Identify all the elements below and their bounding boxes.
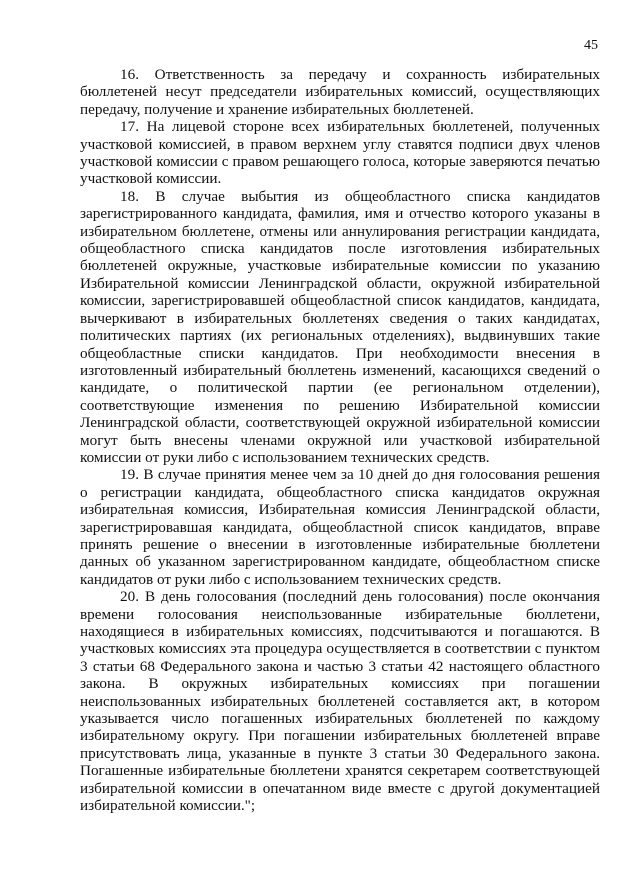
paragraph-20: 20. В день голосования (последний день голосования) после окончания времени голосования неиспользованные избирательные бюллетени, находящиеся в избирательных комиссиях, подсчитываются и погашаются. В участковых комиссиях эта процедура осуществляется в соответствии с пунктом 3 статьи 68 Федерального закона и частью 3 статьи 42 настоящего областного закона. В окружных избирательных комиссиях при погашении неиспользованных избирательных бюллетеней составляется акт, в котором указывается число погашенных избирательных бюллетеней по каждому избирательному округу. При погашении избирательных бюллетеней вправе присутствовать лица, указанные в пункте 3 статьи 30 Федерального закона. Погашенные избирательные бюллетени хранятся секретарем соответствующей избирательной комиссии в опечатанном виде вместе с другой документацией избирательной комиссии."; [80,588,600,815]
paragraph-18: 18. В случае выбытия из общеобластного списка кандидатов зарегистрированного кандидата, фамилия, имя и отчество которого указаны в избирательном бюллетене, отмены или аннулирования регистрации кандидата, общеобластного списка кандидатов после изготовления избирательных бюллетеней окружные, участковые избирательные комиссии по указанию Избирательной комиссии Ленинградской области, окружной избирательной комиссии, зарегистрировавшей общеобластной список кандидатов, кандидата, вычеркивают в избирательных бюллетенях сведения о таких кандидатах, политических партиях (их региональных отделениях), выдвинувших такие общеобластные списки кандидатов. При необходимости внесения в изготовленный избирательный бюллетень изменений, касающихся сведений о кандидате, о политической партии (ее региональном отделении), соответствующие изменения по решению Избирательной комиссии Ленинградской области, соответствующей окружной избирательной комиссии могут быть внесены членами окружной или участковой избирательной комиссии от руки либо с использованием технических средств. [80,187,600,466]
paragraph-19: 19. В случае принятия менее чем за 10 дней до дня голосования решения о регистрации кандидата, общеобластного списка кандидатов окружная избирательная комиссия, Избирательная комиссия Ленинградской области, зарегистрировавшая кандидата, общеобластной список кандидатов, вправе принять решение о внесении в изготовленные избирательные бюллетени данных об указанном зарегистрированном кандидате, общеобластном списке кандидатов от руки либо с использованием технических средств. [80,466,600,588]
paragraph-16: 16. Ответственность за передачу и сохранность избирательных бюллетеней несут председатели избирательных комиссий, осуществляющих передачу, получение и хранение избирательных бюллетеней. [80,66,600,118]
paragraph-17: 17. На лицевой стороне всех избирательных бюллетеней, полученных участковой комиссией, в правом верхнем углу ставятся подписи двух членов участковой комиссии с правом решающего голоса, которые заверяются печатью участковой комиссии. [80,118,600,188]
page-number: 45 [584,38,598,53]
document-body [80,66,600,814]
